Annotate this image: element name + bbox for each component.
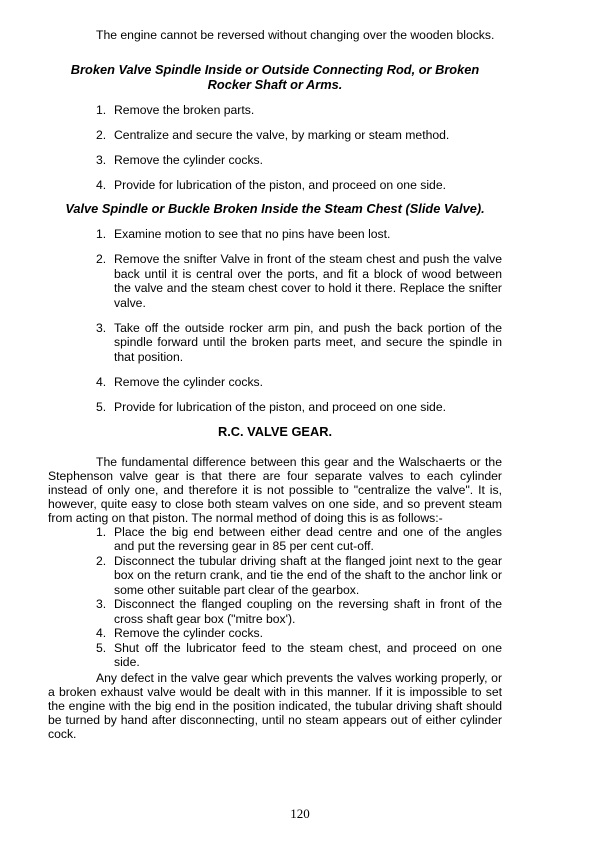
list-item: 1. Place the big end between either dead centre and one of the angles and put the reversing gear in 85 per cent cut-off.: [96, 524, 502, 553]
section1-list: [48, 103, 502, 193]
list-item: 2. Disconnect the tubular driving shaft at the flanged joint next to the gear box on the return crank, and tie the end of the shaft to the anchor link or some other suitable part clear of the gearbox.: [96, 553, 502, 597]
section3-paragraph: The fundamental difference between this gear and the Walschaerts or the Stephenson valve gear is that there are four separate valves to each cylinder instead of only one, and therefore it is not possible to "centralize the valve". It is, however, quite easy to close both steam valves on one side, and so prevent steam from acting on that piston. The normal method of doing this is as follows:-: [48, 454, 502, 525]
section2-heading: Valve Spindle or Buckle Broken Inside the Steam Chest (Slide Valve).: [65, 201, 485, 216]
page-content: [48, 28, 502, 741]
section3-list: [48, 525, 502, 670]
list-item: 4. Provide for lubrication of the piston, and proceed on one side.: [96, 178, 446, 192]
closing-paragraph: Any defect in the valve gear which prevents the valves working properly, or a broken exhaust valve would be dealt with in this manner. If it is impossible to set the engine with the big end in the position indicated, the tubular driving shaft should be turned by hand after disconnecting, until no steam appears out of either cylinder cock.: [48, 670, 502, 741]
list-item: 5. Provide for lubrication of the piston, and proceed on one side.: [96, 399, 446, 414]
section3-heading: R.C. VALVE GEAR.: [218, 423, 332, 439]
list-item: 4. Remove the cylinder cocks.: [96, 374, 264, 389]
list-item: 3. Take off the outside rocker arm pin, and push the back portion of the spindle forward until the broken parts meet, and secure the spindle in that position.: [96, 320, 502, 364]
list-item: 5. Shut off the lubricator feed to the steam chest, and proceed on one side.: [96, 640, 502, 669]
page-number: 120: [290, 806, 310, 821]
list-item: 2. Centralize and secure the valve, by marking or steam method.: [96, 128, 450, 142]
list-item: 2. Remove the snifter Valve in front of the steam chest and push the valve back until it is central over the ports, and fit a block of wood between the valve and the steam chest cover to hold it there. Replace the snifter valve.: [96, 252, 502, 310]
section1-heading: Broken Valve Spindle Inside or Outside Connecting Rod, or Broken Rocker Shaft or Arms.: [70, 62, 480, 92]
list-item: 1. Remove the broken parts.: [96, 103, 255, 117]
section2-list: [48, 227, 502, 414]
list-item: 1. Examine motion to see that no pins have been lost.: [96, 227, 391, 241]
intro-paragraph: The engine cannot be reversed without changing over the wooden blocks.: [96, 28, 495, 42]
list-item: 4. Remove the cylinder cocks.: [96, 626, 264, 640]
list-item: 3. Remove the cylinder cocks.: [96, 153, 264, 167]
list-item: 3. Disconnect the flanged coupling on the reversing shaft in front of the cross shaft gear box ("mitre box').: [96, 597, 502, 626]
